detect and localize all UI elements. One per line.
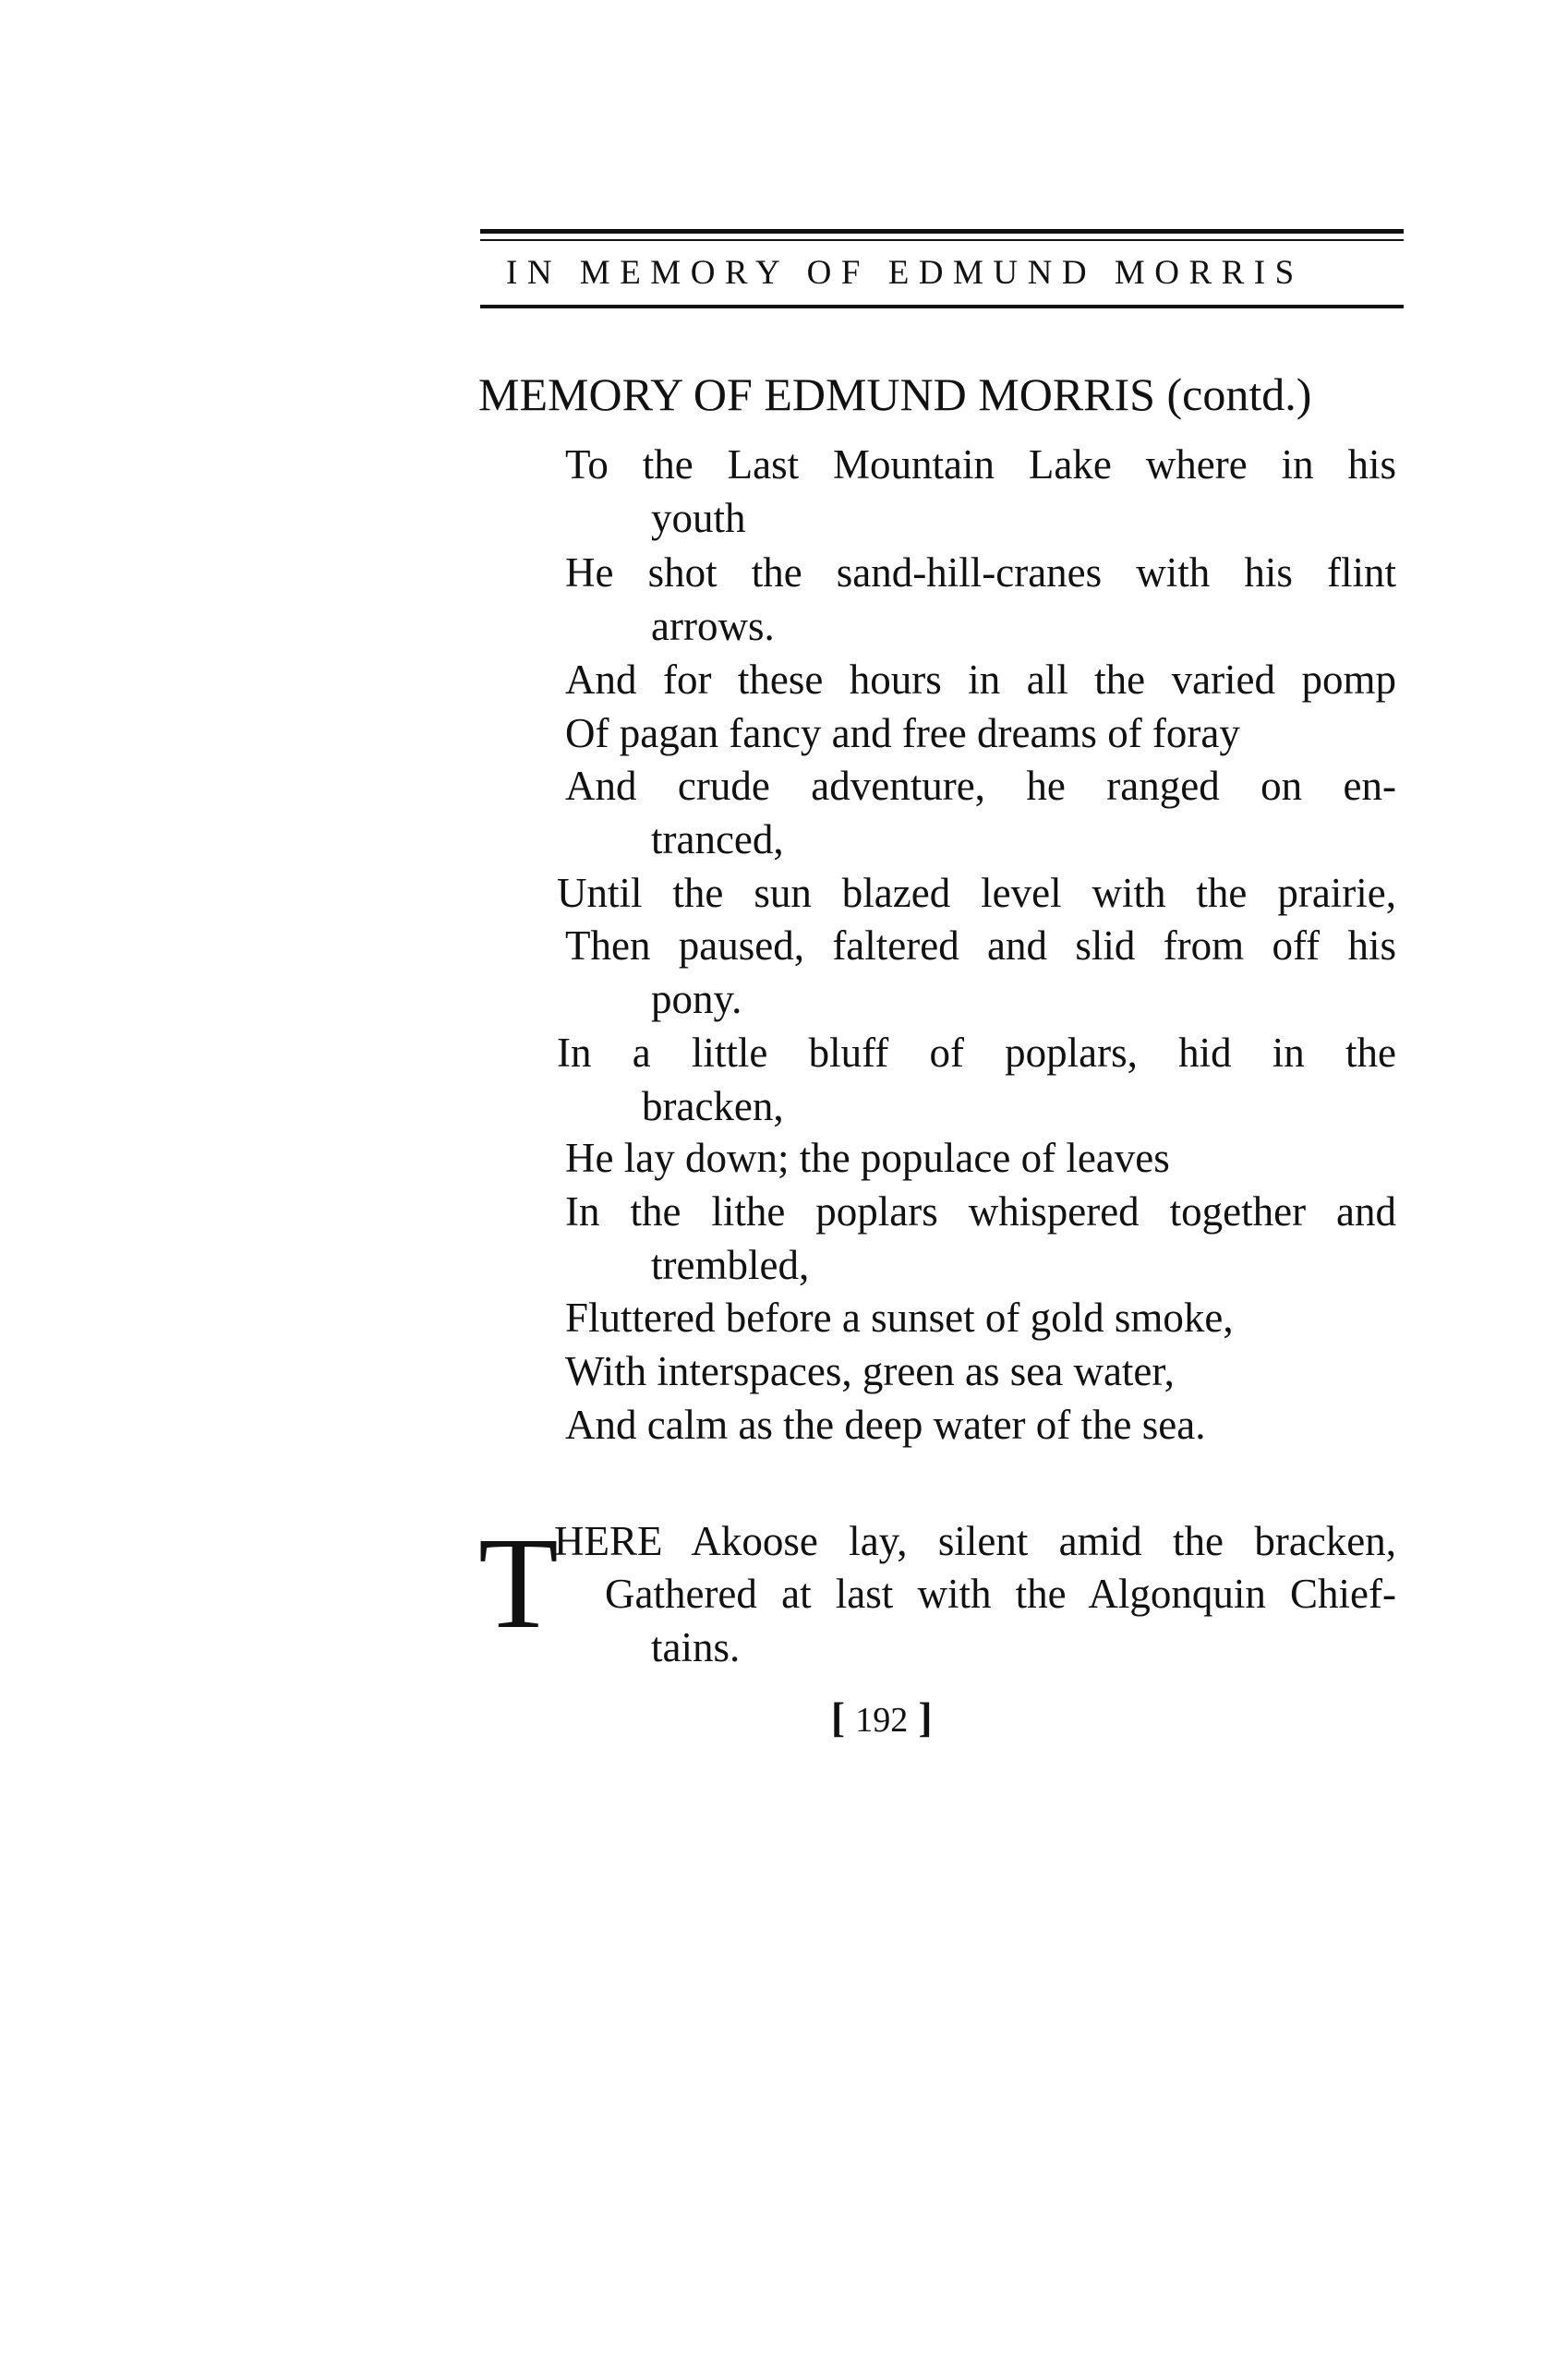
poem-line: tranced, [651, 816, 784, 862]
poem-line: He lay down; the populace of leaves [565, 1135, 1170, 1181]
header-rule-bottom [480, 305, 1404, 308]
page-number [831, 1690, 933, 1748]
poem-line: youth [651, 495, 746, 541]
poem-line: arrows. [651, 603, 775, 649]
poem-line: And crude adventure, he ranged on en- [565, 763, 1396, 809]
stanza-line: Gathered at last with the Algonquin Chief- [605, 1571, 1396, 1617]
page-number-value: 192 [855, 1701, 909, 1740]
header-rule-top [480, 229, 1404, 234]
running-head: IN MEMORY OF EDMUND MORRIS [506, 254, 1304, 292]
page-number-bracket-open: [ [831, 1694, 845, 1741]
poem-line: bracken, [642, 1083, 784, 1129]
poem-line: In a little bluff of poplars, hid in the [557, 1030, 1396, 1076]
page-number-bracket-close: ] [918, 1694, 933, 1741]
poem-line: In the lithe poplars whispered together and [565, 1188, 1396, 1235]
poem-line: To the Last Mountain Lake where in his [565, 441, 1396, 488]
stanza-line: HERE Akoose lay, silent amid the bracken, [554, 1518, 1396, 1564]
poem-line: Fluttered before a sunset of gold smoke, [565, 1295, 1234, 1341]
poem-line: He shot the sand-hill-cranes with his flint [565, 549, 1396, 596]
poem-line: Of pagan fancy and free dreams of foray [565, 710, 1240, 756]
poem-line: With interspaces, green as sea water, [565, 1348, 1175, 1394]
poem-line: pony. [651, 976, 742, 1022]
header-rule-thin [480, 239, 1404, 241]
stanza-line: tains. [651, 1624, 741, 1670]
poem-line: trembled, [651, 1242, 810, 1288]
poem-line: And calm as the deep water of the sea. [565, 1402, 1206, 1448]
drop-cap: T [478, 1510, 559, 1656]
poem-line: And for these hours in all the varied pomp [565, 657, 1396, 703]
poem-line: Then paused, faltered and slid from off his [565, 922, 1396, 969]
poem-line: Until the sun blazed level with the prairie, [557, 870, 1396, 916]
section-title: MEMORY OF EDMUND MORRIS (contd.) [478, 368, 1312, 420]
